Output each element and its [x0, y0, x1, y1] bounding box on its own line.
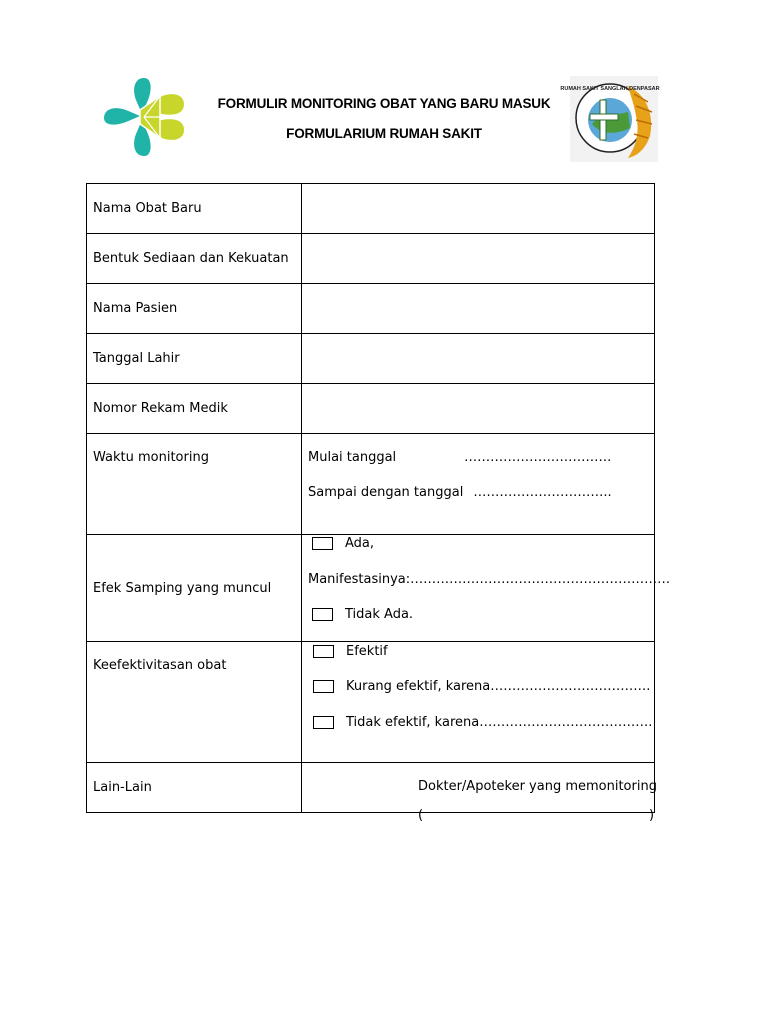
signature-open-paren: ( [418, 808, 424, 823]
waktu-monitoring-cell [302, 434, 655, 535]
sampai-tanggal-line[interactable] [308, 485, 612, 500]
keefektivitasan-cell [302, 642, 655, 763]
kemenkes-logo-icon [100, 74, 188, 160]
form-subtitle: FORMULARIUM RUMAH SAKIT [286, 126, 482, 141]
table-row [87, 642, 655, 763]
efek-tidak-ada-label: Tidak Ada. [345, 607, 414, 622]
efek-ada-label: Ada, [345, 536, 375, 551]
efektif-option[interactable] [313, 644, 388, 659]
sampai-tanggal-dots: ………………………….. [473, 485, 612, 500]
field-label-keefektivitasan: Keefektivitasan obat [87, 642, 302, 763]
table-row [87, 184, 655, 234]
tidak-efektif-option[interactable] [313, 715, 652, 730]
kurang-efektif-label: Kurang efektif, karena………………………………. [346, 679, 651, 694]
manifestasi-line[interactable]: Manifestasinya:…………………………………………………… [308, 572, 671, 587]
signature-close-paren: ) [649, 808, 655, 823]
field-label-waktu-monitoring: Waktu monitoring [87, 434, 302, 535]
sampai-tanggal-label: Sampai dengan tanggal [308, 485, 464, 500]
monitoring-form-table [86, 183, 671, 813]
table-row [87, 434, 655, 535]
svg-text:RUMAH SAKIT SANGLAH DENPASAR: RUMAH SAKIT SANGLAH DENPASAR [560, 86, 660, 92]
field-label-nomor-rekam-medik: Nomor Rekam Medik [87, 384, 302, 434]
signature-title: Dokter/Apoteker yang memonitoring [418, 779, 657, 794]
field-label-nama-pasien: Nama Pasien [87, 284, 302, 334]
field-label-efek-samping: Efek Samping yang muncul [87, 535, 302, 642]
field-input-tanggal-lahir[interactable] [302, 334, 655, 384]
mulai-tanggal-label: Mulai tanggal [308, 450, 397, 465]
efek-tidak-ada-checkbox[interactable] [312, 608, 333, 621]
table-row [87, 535, 655, 642]
field-label-bentuk-sediaan: Bentuk Sediaan dan Kekuatan [87, 234, 302, 284]
efektif-label: Efektif [346, 644, 388, 659]
mulai-tanggal-dots: ……………………………. [464, 450, 612, 465]
efek-tidak-ada-option[interactable] [312, 607, 413, 622]
field-input-nomor-rekam-medik[interactable] [302, 384, 655, 434]
efektif-checkbox[interactable] [313, 645, 334, 658]
kurang-efektif-checkbox[interactable] [313, 680, 334, 693]
table-row [87, 384, 655, 434]
field-label-tanggal-lahir: Tanggal Lahir [87, 334, 302, 384]
efek-ada-checkbox[interactable] [312, 537, 333, 550]
kurang-efektif-option[interactable] [313, 679, 650, 694]
efek-samping-cell [302, 535, 671, 642]
table-row [87, 234, 655, 284]
field-label-lain-lain: Lain-Lain [87, 763, 302, 813]
table-row [87, 284, 655, 334]
hospital-emblem-icon [560, 76, 660, 162]
mulai-tanggal-line[interactable] [308, 450, 611, 465]
field-label-nama-obat: Nama Obat Baru [87, 184, 302, 234]
efek-ada-option[interactable] [312, 536, 374, 551]
field-input-bentuk-sediaan[interactable] [302, 234, 655, 284]
tidak-efektif-label: Tidak efektif, karena…………………………………. [346, 715, 653, 730]
field-input-nama-obat[interactable] [302, 184, 655, 234]
tidak-efektif-checkbox[interactable] [313, 716, 334, 729]
field-input-nama-pasien[interactable] [302, 284, 655, 334]
table-row [87, 334, 655, 384]
form-title: FORMULIR MONITORING OBAT YANG BARU MASUK [217, 96, 551, 111]
